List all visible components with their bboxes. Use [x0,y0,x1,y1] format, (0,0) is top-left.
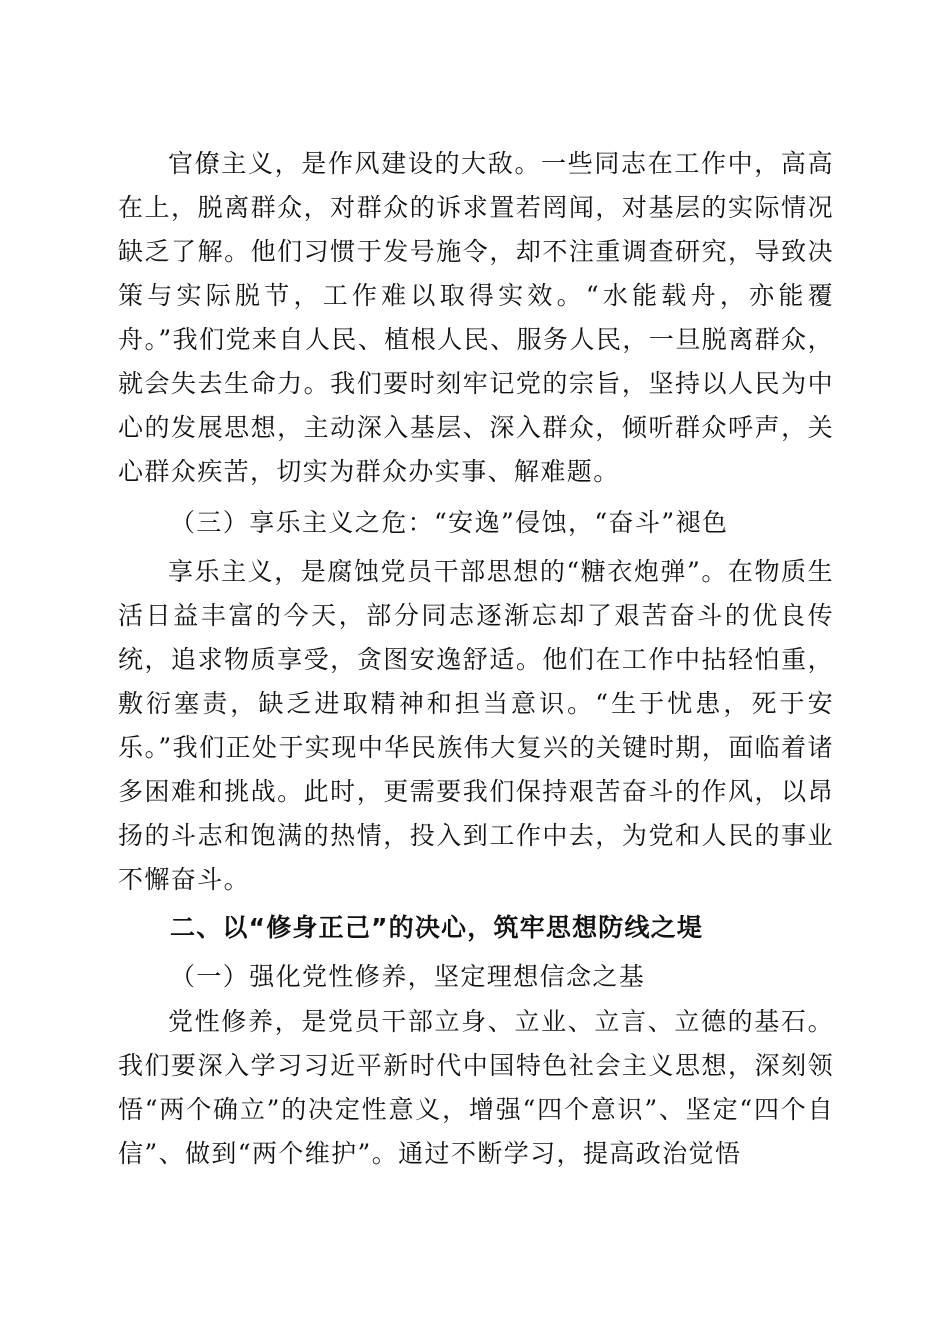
paragraph-party-spirit: 党性修养，是党员干部立身、立业、立言、立德的基石。我们要深入学习习近平新时代中国特色社会主义思想，深刻领悟“两个确立”的决定性意义，增强“四个意识”、坚定“四个自信”、做到“两个维护”。通过不断学习，提高政治觉悟 [118,1007,834,1168]
document-body [118,142,834,1176]
subheading-hedonism: （三）享乐主义之危：“安逸”侵蚀，“奋斗”褪色 [170,508,729,537]
section-two-heading: 二、以“修身正己”的决心，筑牢思想防线之堤 [170,913,704,942]
paragraph-bureaucratism: 官僚主义，是作风建设的大敌。一些同志在工作中，高高在上，脱离群众，对群众的诉求置若罔闻，对基层的实际情况缺乏了解。他们习惯于发号施令，却不注重调查研究，导致决策与实际脱节，工作难以取得实效。“水能载舟，亦能覆舟。”我们党来自人民、植根人民、服务人民，一旦脱离群众，就会失去生命力。我们要时刻牢记党的宗旨，坚持以人民为中心的发展思想，主动深入基层、深入群众，倾听群众呼声，关心群众疾苦，切实为群众办实事、解难题。 [118,149,834,486]
subheading-party-spirit: （一）强化党性修养，坚定理想信念之基 [170,962,646,991]
paragraph-hedonism: 享乐主义，是腐蚀党员干部思想的“糖衣炮弹”。在物质生活日益丰富的今天，部分同志逐渐忘却了艰苦奋斗的优良传统，追求物质享受，贪图安逸舒适。他们在工作中拈轻怕重，敷衍塞责，缺乏进取精神和担当意识。“生于忧患，死于安乐。”我们正处于实现中华民族伟大复兴的关键时期，面临着诸多困难和挑战。此时，更需要我们保持艰苦奋斗的作风，以昂扬的斗志和饱满的热情，投入到工作中去，为党和人民的事业不懈奋斗。 [118,557,834,894]
